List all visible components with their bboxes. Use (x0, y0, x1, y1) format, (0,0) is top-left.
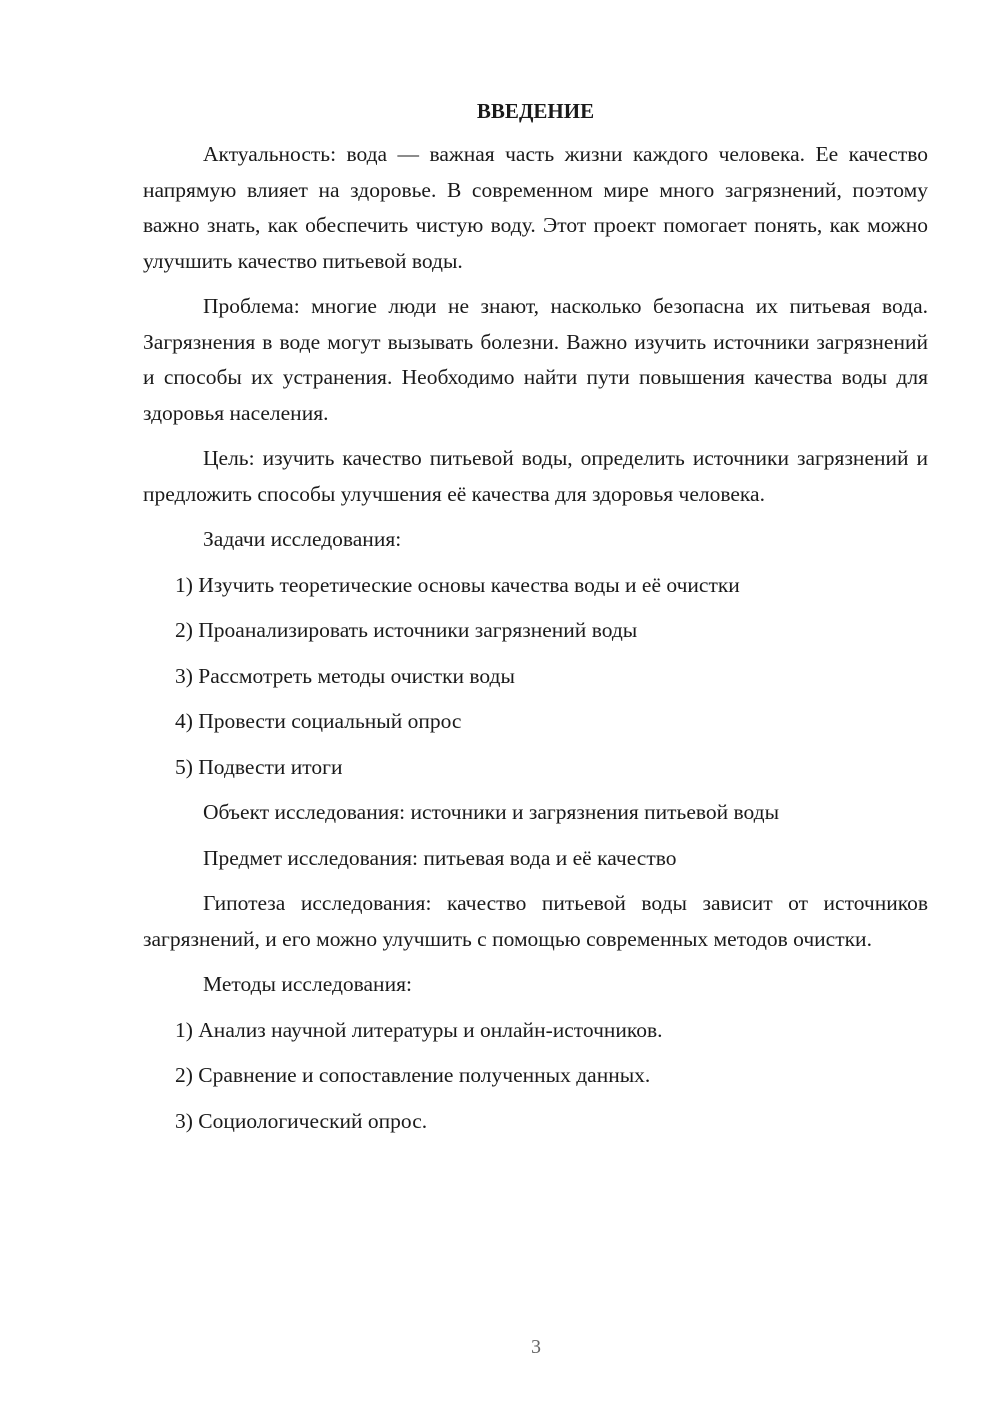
research-subject: Предмет исследования: питьевая вода и её качество (203, 845, 677, 870)
document-page (143, 96, 928, 1149)
hypothesis-paragraph: Гипотеза исследования: качество питьевой воды зависит от источников загрязнений, и его можно улучшить с помощью современных методов очистки. (143, 891, 928, 951)
section-title: ВВЕДЕНИЕ (476, 99, 595, 123)
list-item: 2) Сравнение и сопоставление полученных данных. (175, 1063, 651, 1087)
list-item: 3) Рассмотреть методы очистки воды (175, 663, 515, 688)
list-item: 2) Проанализировать источники загрязнений воды (175, 618, 638, 642)
problem-paragraph: Проблема: многие люди не знают, насколько безопасна их питьевая вода. Загрязнения в воде могут вызывать болезни. Важно изучить источники загрязнений и способы их устранения. Необходимо найти пути повышения качества воды для здоровья населения. (143, 294, 928, 425)
goal-paragraph: Цель: изучить качество питьевой воды, определить источники загрязнений и предложить способы улучшения её качества для здоровья человека. (143, 446, 928, 506)
list-item: 1) Изучить теоретические основы качества воды и её очистки (175, 572, 740, 597)
page-number: 3 (531, 1336, 541, 1358)
tasks-heading: Задачи исследования: (203, 527, 402, 551)
research-object: Объект исследования: источники и загрязнения питьевой воды (203, 800, 780, 824)
tasks-list (143, 568, 928, 786)
relevance-paragraph: Актуальность: вода — важная часть жизни каждого человека. Ее качество напрямую влияет на здоровье. В современном мире много загрязнений, поэтому важно знать, как обеспечить чистую воду. Этот проект помогает понять, как можно улучшить качество питьевой воды. (143, 142, 928, 273)
list-item: 5) Подвести итоги (175, 754, 343, 779)
methods-list (143, 1013, 928, 1140)
list-item: 4) Провести социальный опрос (175, 709, 462, 733)
list-item: 1) Анализ научной литературы и онлайн-источников. (175, 1017, 663, 1042)
list-item: 3) Социологический опрос. (175, 1108, 428, 1133)
methods-heading: Методы исследования: (203, 972, 412, 996)
